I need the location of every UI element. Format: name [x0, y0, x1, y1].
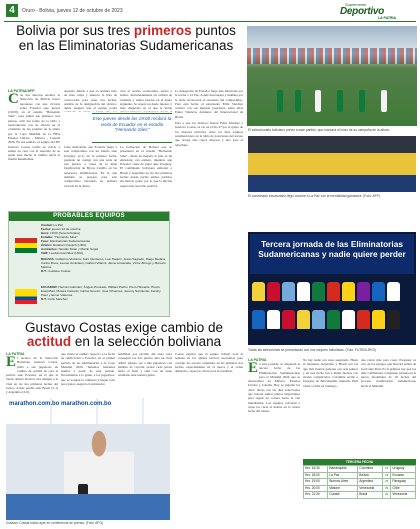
body-text: habilidad por encima del resto para conseguir los tres puntos ante un rival difícil. Quiero ver a mis jugadores con hambre de victoria, pelear cada pelota hasta el final y salir con un buen resultado ante nuestra gente.: [118, 352, 172, 378]
body-text: Costas explicó que el equipo trabajó toda la semana en los ajustes tácticos necesarios para corregir los errores cometidos en las primeras dos fechas, especialmente en la marca y el orden defensivo, aspectos claves para el resultado.: [175, 352, 243, 374]
table-row: Hrs. 19:00 Buenos Aires Argentina vs Paraguay: [304, 479, 416, 486]
dropcap: E: [6, 354, 17, 370]
press-table: [6, 494, 170, 520]
brand-publisher: LA PATRIA: [378, 16, 397, 20]
body-text: que exista el cambio respecto a la fecha de calificación a Ecuador, en el primer partido de las eliminatorias a la Copa Mundial 2026. Tenemos bastantes sueños a partir de este partido. Necesitamos a la gente, a los jugadores, que se pongan la camiseta y hagan todo para ganar, aseguró el entrenador.: [61, 352, 115, 387]
body-text: La delegación de Ecuador llegó este miércoles por la noche a La Paz, donde descansará y mañana por la tarde reconocerá el escenario del compromiso. Para esta fecha, el entrenador Félix Sánchez contará con sus mejores jugadores, entre ellos Enner Valencia, delantero del Internacional de Brasil.: [175, 89, 243, 119]
kicker: LA PATRIA/AFP: [8, 89, 35, 93]
match-details: Ciudad: La Paz Fecha: jueves 12 de octubre Hora: 19:00 (hora boliviana) Estadio: "Hernando Siles" Fase: Eliminatorias Sudamericanas Árbitro: Esteban Ostojich (URU) Asistentes: Nicolás Taran y Martín Soppi VAR: Leodán González (URU) BOLIVIA: Guillermo Viscarra; Jairo Quinteros, Luis Haquín, Jesús Sagredo, Diego Medina; Carlos Roca, Leonel Justiniano, Gabriel Villamíl, Jaime Arrascaita, Víctor Abrego y Marcelo Martins. D.T.: Gustavo Costas: [41, 223, 166, 273]
costas-column-3: [118, 352, 172, 396]
dropcap: C: [8, 91, 19, 107]
body-text: l técnico de la Selección Boliviana, Gustavo Costas, pidió a sus jugadores un cambio de actitud de cara al partido ante Ecuador, en el que la Verde deberá mostrar otra imagen a la vista en las dos primeras fechas del torneo, donde perdió ante Brasil (5-1) y Argentina (3-0).: [6, 356, 58, 395]
headline-part: puntos en las Eliminatorias Sudamericanas: [18, 23, 236, 53]
players-row: [252, 310, 412, 332]
ecuador-flag-icon: [15, 289, 37, 304]
headline-costas: [6, 321, 242, 349]
eliminatorias-column-2: [303, 358, 358, 456]
eliminatorias-headline: Tercera jornada de las Eliminatorias Sudamericanas y nadie quiere perder: [250, 234, 414, 274]
player-figure: [359, 90, 365, 112]
photo-gustavo-costas: [6, 398, 170, 520]
body-text: La formación de Bolivia que se presentará en el estadio "Hernando Siles", desde su llegada al país se ha entrenado con esmero, mientras que Ecuador viene de jugar ante Uruguay. El combinado boliviano enfrentó a Brasil y Argentina en las dos primeras fechas donde perdió ambos partidos sin marcar goles, por lo que la afición espera una reacción positiva.: [120, 145, 172, 188]
eliminatorias-column-3: [361, 358, 416, 456]
player-figure: [381, 90, 387, 112]
headline-bolivia: [8, 23, 244, 53]
body-text: apenado debido a que su nombre hizo un mea culpa y anunció la lista de convocados para estas dos fechas, además de la designación del técnico, quien aseguró que el equipo podrá: [64, 89, 117, 111]
article-column-4: [175, 89, 243, 319]
table-row: Hrs. 20:00 Maturín Venezuela vs Chile: [304, 485, 416, 492]
fixtures-title: TERCERA FECHA: [303, 459, 416, 465]
article-column-2-bottom: [64, 145, 117, 209]
table-row: Hrs. 21:30 Cuiabá Brasil vs Venezuela: [304, 492, 416, 499]
pull-quote: Este jueves desde las 19:00 recibirá la visita de Ecuador en el estadio "Hernando Siles": [92, 113, 172, 143]
body-text: Cabe mencionar que Ecuador llegó a este compromiso con un triunfo ante Uruguay (2-1) en la primera fecha, pagando un castigo con una resta de tres puntos, a causa de la mala falsificación de Byron Castillo en las anteriores eliminatorias. En el que también se prepara para este compromiso buscando su primera victoria en la altura.: [64, 145, 117, 188]
photo-ecuador-team: [248, 136, 416, 192]
headline-part: en la selección boliviana: [71, 334, 222, 349]
page-number: 4: [6, 4, 18, 17]
photo-bolivia-team: [247, 26, 417, 126]
bolivia-flag-icon: [15, 238, 37, 253]
costas-column-4: [175, 352, 243, 522]
photo-caption: Todas las selecciones se presentarán con sus mejores futbolistas. (Foto: FUTBOLRED): [248, 348, 377, 352]
body-text: n esta jornada, se disputará la tercera fecha de las Eliminatorias Sudamericanas para el Mundial 2026 que se desarrollará en México, Estados Unidos y Canadá. Hoy se jugarán las cinco llaves con las diez selecciones que buscan sumar puntos importantes para seguir en carrera hacia la cita mundialista. Los equipos volverán a verse las caras el martes en la cuarta fecha del torneo.: [248, 362, 300, 414]
photo-caption: El combinado ecuatoriano llegó anoche a La Paz con la mentalidad ganadora. (Foto: AFP): [248, 194, 380, 198]
probable-lineups-box: [8, 211, 170, 317]
player-figure: [295, 90, 301, 112]
body-text: No hay nadie con cupo asegurado. Hasta el momento Argentina y Brasil son las que más ilusión generan con seis puntos y en esta fecha van a medir fuerzas con rivales complicados. Colombia recibe a Uruguay en Barranquilla, mientras Perú visita a Chile en Santiago.: [303, 358, 358, 388]
player-figure: [337, 90, 343, 112]
article-column-2-top: [64, 89, 117, 112]
header-rule: [4, 21, 416, 22]
article-column-3-bottom: [120, 145, 172, 209]
ecuador-lineup: ECUADOR: Hernán Galíndez; Ángelo Preciado, William Pacho, Piero Hincapié, Pervis Estupiñán; Moisés Caicedo, Carlos Gruezo, José Cifuentes, Jeremy Sarmiento; Kendry Páez y Enner Valencia. D.T.: Félix Sánchez: [41, 285, 161, 301]
sponsor-backdrop: marathon.com.bo marathon.com.bo: [6, 398, 170, 424]
headline-part: Gustavo Costas exige cambio de: [24, 320, 224, 335]
headline-highlight: actitud: [26, 334, 72, 349]
fixtures-table: [303, 459, 416, 521]
headline-part: Bolivia por sus tres: [16, 23, 134, 38]
article-column-1: [8, 89, 60, 209]
dropcap: E: [248, 360, 259, 376]
player-figure: [315, 90, 321, 112]
players-row: [252, 282, 412, 304]
photo-stands: [247, 48, 417, 64]
body-text: Para a que los técnicos fueran Félix Sánchez y Gustavo Costas, se vio en el día 27 por el grupo de los mejores ubicados entre los diez equipos sudamericanos en la tabla de posiciones del torneo que otorga seis cupos directos y uno para el repechaje.: [175, 121, 243, 147]
table-row: Hrs. 18:00 La Paz Bolivia vs Ecuador: [304, 472, 416, 479]
kicker: LA PATRIA: [6, 352, 25, 356]
photo-caption: Gustavo Costas habló ayer en conferencia de prensa. (Foto: APG): [6, 521, 104, 525]
costas-column-2: [61, 352, 115, 396]
player-figure: [277, 90, 283, 112]
lineup-title: PROBABLES EQUIPOS: [9, 212, 169, 221]
article-column-3-top: [120, 89, 172, 112]
body-text: cual el cuadro ecuatoriano aspira a sumar, afortunadamente en calidad de visitante y sumar fuerzas en el duelo siguiente. Se espera un duelo intenso y muy disputado en el que la Verde: [120, 89, 172, 111]
brand-logo: Deportivo: [340, 6, 384, 17]
body-text: una razón más para creer. Paraguay es otro de los equipos que buscará sumar de local ante Perú. Es la primera vez que los diez combinados comparten jornada en la nueva modalidad de 18 fechas del proceso clasificatorio sudamericano hacia el Mundial.: [361, 358, 416, 388]
body-text: on dos derrotas encima, la Selección de Bolivia busca reponerse con una victoria sobre Ecuador este jueves (19:00), en el estadio "Hernando Siles", para sumar sus primeros tres puntos, salir del fondo de la tabla y reencontrarse con su afición en el comienzo de las pruebas en la altura por la Copa Mundial de la FIFA Estados Unidos - México - Canadá 2026. En ese sentido, el equipo del DT Gustavo Costas confía en volver a sumar en casa con el respaldo de su gente para iniciar el camino hacia la ilusión mundialista.: [8, 93, 60, 162]
photo-eliminatorias-players: [248, 232, 416, 345]
brand-supplement-label: Suplemento: [345, 2, 367, 7]
eliminatorias-column-1: [248, 358, 300, 522]
kicker: LA PATRIA: [248, 358, 267, 362]
dateline: Oruro - Bolivia, jueves 12 de octubre de 2023: [22, 8, 123, 14]
costas-column-1: [6, 352, 58, 396]
headline-highlight: primeros: [133, 23, 192, 38]
table-row: Hrs. 16:30 Barranquilla Colombia vs Uruguay: [304, 466, 416, 473]
photo-caption: El seleccionado boliviano previo a este partido, que marcará el inicio de su campaña en la altura.: [248, 128, 390, 132]
